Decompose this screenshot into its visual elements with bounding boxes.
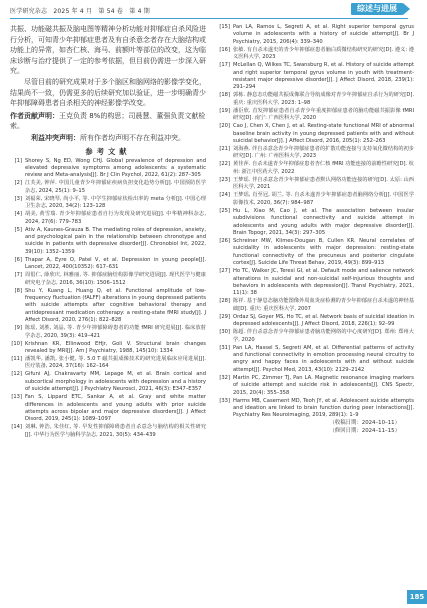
reference-text: McLellan Q, Wilkes TC, Swansburg R, et al. History of suicide attempt and right superior temporal gyrus volume in youth with treatment-resistant major depressive disorder[J]. J Affect Disord, 2018, 239(1): 291–294 [233, 62, 414, 91]
references-heading: 参考文献 [85, 146, 131, 156]
reference-item [10, 257, 206, 272]
reference-item [218, 298, 414, 313]
reference-text: Fan S, Lippard ETC, Sankar A, et al. Gray and white matter differences in adolescents and young adults with prior suicide attempts across bipolar and major depressive disorders[J]. J Affect Disord, 2019, 245(1): 1089–1097 [25, 394, 206, 423]
reference-number: [8] [14, 287, 22, 294]
reference-number: [11] [11, 356, 22, 363]
reference-number: [7] [14, 272, 22, 279]
reference-text: Ho TC, Walker JC, Teresi GI, et al. Default mode and salience network alterations in suicidal and non-suicidal self-injurious thoughts and behaviors in adolescents with depression[J]. Transl Psychiatry, 2021, 11(1): 38 [233, 268, 414, 297]
reference-number: [12] [11, 371, 22, 378]
reference-number: [19] [219, 107, 230, 114]
contribution-label: 作者贡献声明： [10, 111, 59, 120]
reference-text: Schreiner MW, Klimes-Dougan B, Cullen KR. Neural correlates of suicidality in adolescents with major depression: resting-state functional connectivity of the precuneus and posterior cingulate cortex[J]. Suicide Life Threat Behav, 2019, 49(3): 899–913 [233, 237, 414, 267]
conflict-statement [10, 133, 206, 144]
reference-text: Cao J, Chen X, Chen J, et al. Resting-state functional MRI of abnormal baseline brain activity in young depressed patients with and without suicidal behavior[J]. J Affect Disord, 2016, 205(1): 252–263 [233, 123, 414, 145]
reference-number: [22] [219, 161, 230, 168]
reference-item [218, 345, 414, 375]
reference-item [218, 398, 414, 420]
reference-text: 潘凯华, 潘凯, 张小健, 等. 5.0 T 磁共振成像技术的研究进展临床应用进展[J]. 医疗装备, 2024, 37(16): 162–164 [25, 356, 206, 370]
reference-item [218, 314, 414, 329]
reference-item [10, 356, 206, 371]
contribution-statement [10, 111, 206, 132]
reference-text: 江芙美, 钟萍. 中国儿童青少年抑郁症疾病负担变化趋势分析[J]. 中国预防医学杂志, 2024, 25(1): 9–15 [25, 180, 206, 194]
reference-text: Gifuni AJ, Chakravarty MM, Lepage M, et al. Brain cortical and subcortical morphology in adolescents with depression and a history of suicide attempt[J]. J Psychiatry Neurosci, 2021, 46(3): E347–E357 [25, 371, 206, 393]
reference-number: [16] [219, 46, 230, 53]
reference-number: [9] [14, 325, 22, 332]
reference-number: [15] [219, 24, 230, 30]
reference-number: [10] [11, 340, 22, 347]
reference-number: [14] [11, 424, 22, 431]
reference-text: 刘福荣, 宋晓琴, 尚小平, 等. 中学生抑郁症状检出率的 meta 分析[J]. 中国心理卫生杂志, 2020, 34(2): 123–128 [25, 195, 206, 210]
reference-item [218, 329, 414, 344]
reference-text: Shorey S, Ng ED, Wong CHJ. Global prevalence of depression and elevated depressive symptoms among adolescents: a systematic review and Meta-analysis[J]. Br J Clin Psychol, 2022, 61(2): 287–305 [25, 157, 206, 179]
reference-text: Harms MB, Casement MD, Teoh JY, et al. Adolescent suicide attempts and ideation are linked to brain function during peer interactions[J]. Psychiatry Res Neuroimaging, 2019, 289(1): 1–9 [233, 397, 414, 419]
reference-text: Pan LA, Hassel S, Segreti AM, et al. Differential patterns of activity and functional connectivity in emotion processing neural circuitry to angry and happy faces in adolescents with and without suicide attempt[J]. Psychol Med, 2013, 43(10): 2129–2142 [233, 344, 414, 373]
reference-number: [18] [219, 92, 230, 99]
reference-item [10, 424, 206, 439]
reference-item [218, 177, 414, 192]
journal-info: 医学研究杂志 2025 年 4 月 第 54 卷 第 4 期 [10, 8, 150, 15]
reference-item [10, 394, 206, 424]
reference-number: [33] [219, 397, 230, 404]
reference-number: [31] [219, 344, 230, 351]
reference-text: 王梦瑶. 伴自杀意念青少年抑郁症患者默认网络功能连接的研究[D]. 太原: 山西医科大学, 2021 [233, 176, 414, 191]
reference-item [10, 196, 206, 211]
reference-item [10, 341, 206, 356]
reference-list-left [10, 158, 206, 440]
reference-text: Ordaz SJ, Goyer MS, Ho TC, et al. Network basis of suicidal ideation in depressed adolescents[J]. J Affect Disord, 2018, 226(1): 92–99 [233, 313, 414, 328]
reference-item [218, 238, 414, 268]
page-header [0, 0, 427, 20]
body-paragraph: 共振、功能磁共振及脑电图等精神分析功能对抑郁症自杀风险进行分析，可知青少年抑郁症患者及有自杀意念者存在大脑结构或功能上的异常，如杏仁核、海马、前额叶等部位的改变，这为临床诊断与治疗提供了一定的参考依据，但目前仍需进一步深入研究。 [10, 25, 206, 76]
reference-item [218, 123, 414, 145]
reference-number: [27] [219, 268, 230, 275]
reference-text: 郭栋. 静息态功能磁共振成像联合导航成像对青少年抑郁症自杀行为的研究[D]. 重庆: 重庆医科大学, 2023: 1–98 [233, 92, 414, 106]
reference-item [10, 158, 206, 180]
reference-number: [26] [219, 237, 230, 244]
reference-text: 周倡仁, 薛欣庆, 林雅丽, 等. 抑郁症脑结构影像学研究进展[J]. 现代医学与健康研究电子杂志, 2016, 36(10): 1506–1512 [25, 272, 206, 286]
reference-text: Ativ A, Kaunes-Grauza B. The mediating roles of depression, anxiety, and psychological pain in the relationship between chronotype and suicide in patients with depressive disorder[J]. Chronobiol Int, 2022, 39(10): 1352–1359 [25, 226, 206, 255]
reference-number: [5] [14, 226, 22, 233]
reference-number: [32] [219, 374, 230, 381]
reference-number: [21] [219, 146, 230, 153]
reference-item [218, 192, 414, 207]
contribution-text: 王克负责 8%的构思；司晨慧、董强负责文献检索。 [10, 111, 206, 131]
reference-text: Shu Y, Kuang L, Huang Q, et al. Functional amplitude of low-frequency fluctuation (fALFF) alterations in young depressed patients with suicide attempts after cognitive behavioral therapy and antidepressant medication cotherapy: a resting-state fMRI study[J]. J Affect Disord, 2020, 276(1): 822–828 [25, 287, 206, 324]
right-column [218, 24, 414, 435]
reference-item [10, 227, 206, 257]
reference-number: [2] [14, 180, 22, 187]
reference-text: 刘海燕. 伴自杀意念青少年抑郁症患者的扩散功能连接与支持氧化微结构的初步研究[D]. 广州: 广州医科大学, 2023 [233, 146, 414, 160]
reference-number: [25] [219, 207, 230, 214]
reference-text: 陈祥. 基于静息态脑功能图像外周血炎症检测的青少年抑郁症自杀未遂的神经基础[D]. 重庆: 重庆医科大学, 2007 [233, 298, 414, 312]
reference-text: 陈超. 伴自杀意念青少年抑郁症患者脑功能网络的中心度研究[D]. 郑州: 郑州大学, 2020 [233, 329, 414, 343]
reference-number: [29] [219, 313, 230, 320]
conflict-text: 所有作者均声明不存在利益冲突。 [80, 133, 185, 142]
reference-item [10, 371, 206, 393]
reference-text: 刘琳, 钟浩, 朱佳红, 等. 早发性抑郁障碍患者自杀意念与脑结构的相关性研究[J]. 中华行为医学与脑科学杂志, 2021, 30(5): 434–439 [25, 424, 206, 438]
reference-list-right [218, 24, 414, 420]
revised-date: （修回日期：2024–11–15） [329, 427, 400, 434]
reference-text: 胡美, 黄雪瑞. 青少年抑郁症患者自行为发现及研究进展[J]. 中华精神科杂志, 2024, 27(6): 779–783 [25, 211, 206, 225]
reference-item [10, 325, 206, 340]
page-number: 185 [407, 590, 427, 604]
reference-item [218, 24, 414, 46]
reference-item [218, 208, 414, 238]
reference-text: 潘臣欣. 首发抑郁症患者自杀青少年重度抑郁症患者的脑功能磁共振影像 fMRI 研究[D]. 南宁: 广西医科大学, 2020 [233, 107, 414, 122]
reference-number: [20] [219, 123, 230, 130]
reference-number: [13] [11, 394, 22, 401]
reference-number: [17] [219, 62, 230, 69]
left-column [10, 24, 206, 440]
reference-text: Krishnan KR, Ellinwood EHjr, Goli V. Structural brain changes revealed by MRI[J]. Am J Psychiatry, 1988, 145(10): 1334 [25, 340, 206, 355]
reference-number: [28] [219, 298, 230, 305]
reference-item [218, 92, 414, 107]
reference-text: 黄佳萍. 自杀未遂青少年抑郁症患者杏仁核 fMRI 功能连接的前瞻性研究[D]. 杭州: 浙江中医药大学, 2022 [233, 161, 414, 175]
reference-text: 王梦瑶, 肖至冠, 胡兰, 等. 自杀未遂青少年抑郁症患者脑网络分析[J]. 中国医学影像技术, 2020, 36(7): 984–987 [233, 192, 414, 206]
reference-item [10, 180, 206, 195]
reference-item [218, 108, 414, 123]
section-tab: 综述与进展 [351, 3, 403, 15]
reference-item [218, 268, 414, 298]
reference-number: [23] [219, 176, 230, 183]
received-date: （收稿日期：2024–10–11） [329, 420, 400, 427]
reference-item [218, 161, 414, 176]
reference-number: [30] [219, 329, 230, 336]
reference-item [218, 375, 414, 397]
reference-item [10, 211, 206, 226]
body-paragraph: 尽管目前的研究成果对于多个脑区和脑网络的影像学变化，结果尚不一致，仍需更多的后续研究加以验证，进一步明确青少年抑郁障碍患者自杀相关的神经影像学改变。 [10, 77, 206, 108]
reference-item [10, 272, 206, 287]
reference-item [218, 62, 414, 92]
conflict-label: 利益冲突声明： [31, 133, 80, 142]
reference-text: Martin PC, Zimmer TJ, Pan LA. Magnetic resonance imaging markers of suicide attempt and suicide risk in adolescents[J]. CNS Spectr, 2015, 20(4): 355–358 [233, 374, 414, 396]
reference-text: 陈瑶, 刘胜, 刘晶, 等. 青少年抑郁障碍患者的功能 fMRI 研究进展[J]. 临床放射学杂志, 2020, 39(3): 419–421 [25, 325, 206, 339]
reference-item [10, 288, 206, 325]
reference-text: Thapar A, Eyre O, Patel V, et al. Depression in young people[J]. Lancet, 2022, 400(10352): 617–631 [25, 256, 206, 271]
reference-number: [1] [14, 157, 22, 164]
reference-item [218, 146, 414, 161]
reference-item [218, 47, 414, 62]
reference-text: Hu L, Xiao M, Cao J, et al. The association between insular subdivisions functional connectivity and suicide attempt in adolescents and young adults with major depressive disorder[J]. Brain Topogr, 2021, 34(3): 297–305 [233, 207, 414, 236]
header-divider [10, 18, 408, 19]
reference-number: [6] [14, 256, 22, 263]
reference-text: Pan LA, Ramos L, Segreti A, et al. Right superior temporal gyrus volume in adolescents with a history of suicide attempt[J]. Br J Psychiatry, 2015, 206(4): 339–340 [233, 24, 414, 45]
reference-number: [3] [14, 195, 22, 202]
reference-number: [4] [14, 211, 22, 218]
reference-text: 张敏. 有自杀未遂史的青少年抑郁症患者脑白质微结构研究的研究[D]. 遵义: 遵义医科大学, 2023 [233, 46, 414, 61]
reference-number: [24] [219, 192, 230, 199]
